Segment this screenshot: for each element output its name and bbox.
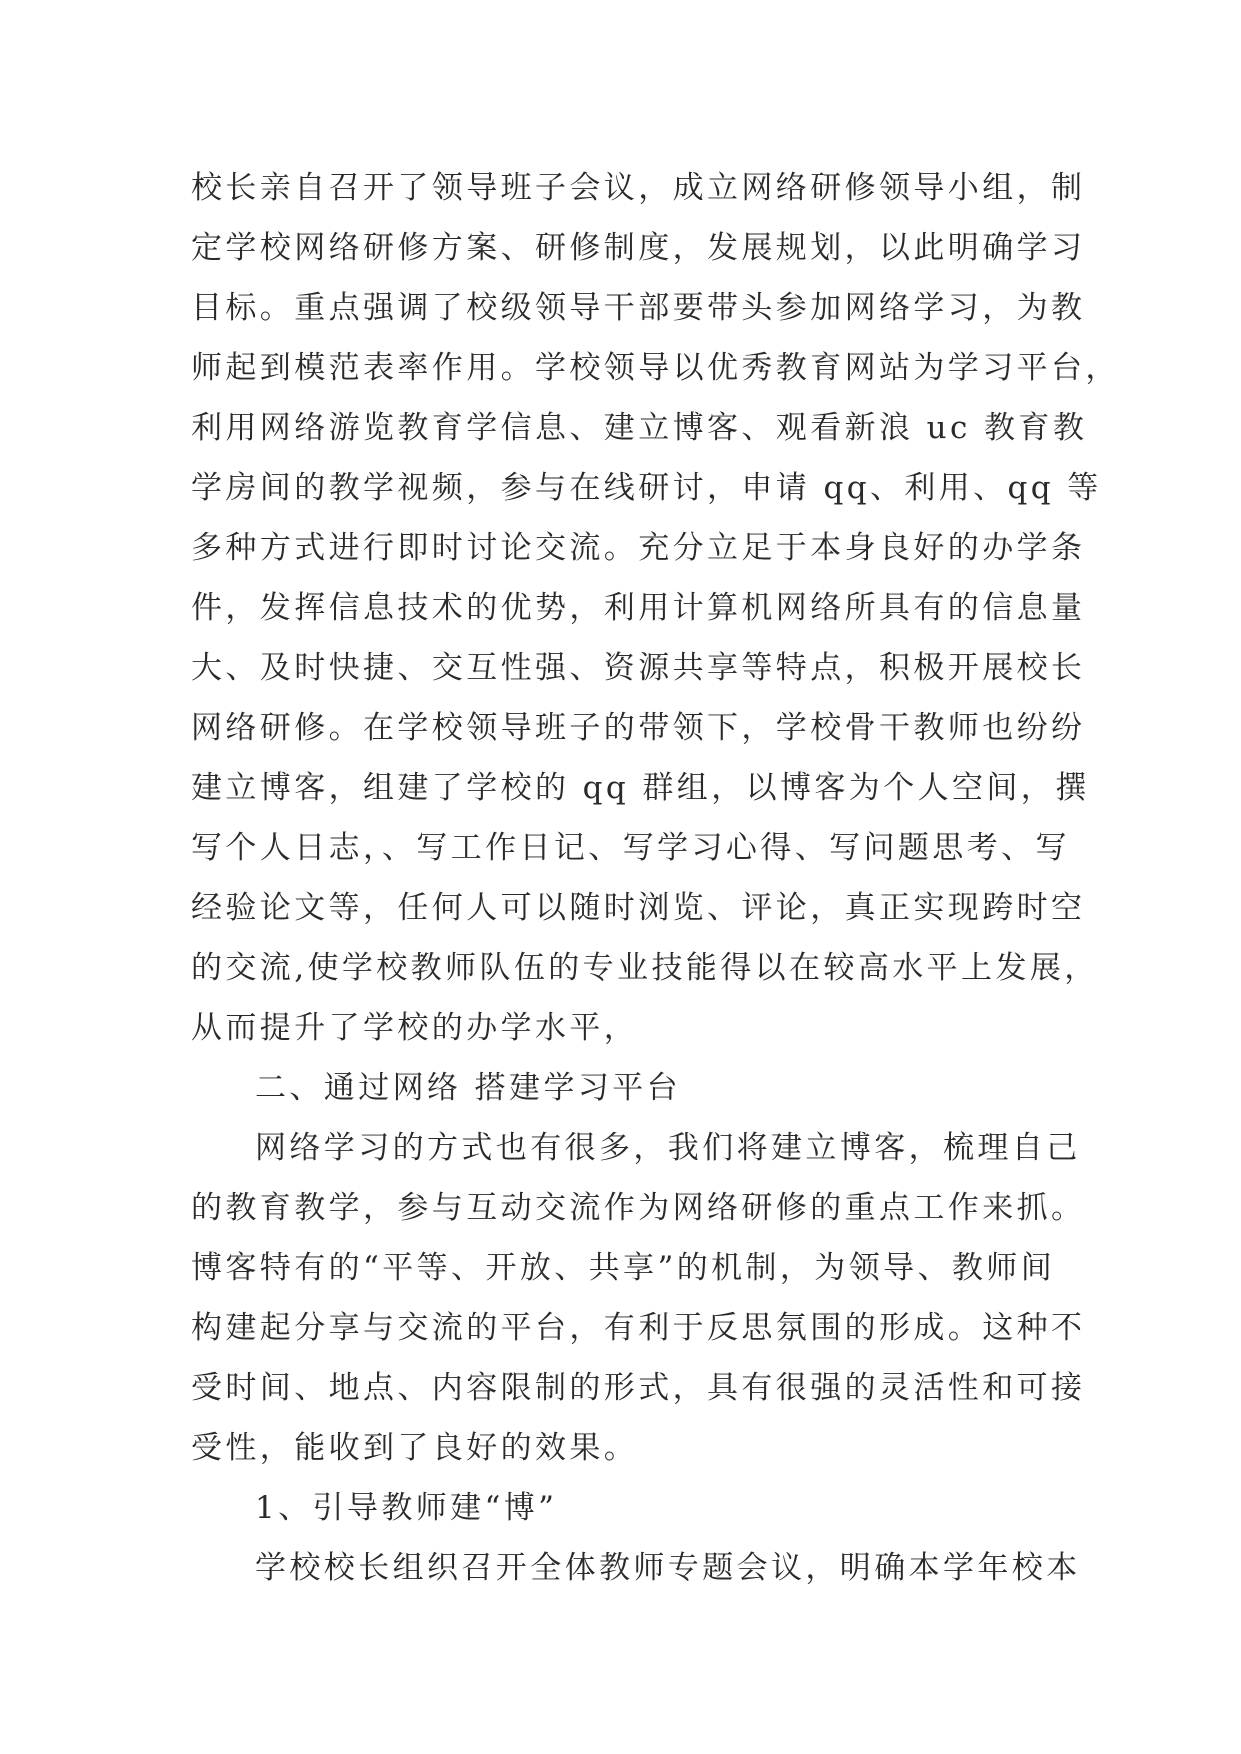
body-line: 构建起分享与交流的平台，有利于反思氛围的形成。这种不 (191, 1310, 1086, 1346)
body-line: 学房间的教学视频，参与在线研讨，申请 qq、利用、qq 等 (191, 470, 1102, 506)
body-line: 件，发挥信息技术的优势，利用计算机网络所具有的信息量 (191, 590, 1086, 626)
body-line: 的交流,使学校教师队伍的专业技能得以在较高水平上发展， (191, 950, 1099, 986)
body-line: 的教育教学，参与互动交流作为网络研修的重点工作来抓。 (191, 1190, 1086, 1226)
body-line: 师起到模范表率作用。学校领导以优秀教育网站为学习平台， (191, 350, 1120, 386)
body-line: 从而提升了学校的办学水平， (191, 1010, 639, 1046)
body-line: 网络学习的方式也有很多，我们将建立博客，梳理自己 (255, 1130, 1081, 1166)
body-line: 受性，能收到了良好的效果。 (191, 1430, 639, 1466)
body-line: 经验论文等，任何人可以随时浏览、评论，真正实现跨时空 (191, 890, 1086, 926)
body-line: 大、及时快捷、交互性强、资源共享等特点，积极开展校长 (191, 650, 1086, 686)
document-body (191, 158, 1120, 1598)
body-line: 受时间、地点、内容限制的形式，具有很强的灵活性和可接 (191, 1370, 1086, 1406)
body-line: 定学校网络研修方案、研修制度，发展规划，以此明确学习 (191, 230, 1086, 266)
body-line: 校长亲自召开了领导班子会议，成立网络研修领导小组，制 (191, 170, 1086, 206)
body-line: 多种方式进行即时讨论交流。充分立足于本身良好的办学条 (191, 530, 1086, 566)
body-line: 利用网络游览教育学信息、建立博客、观看新浪 uc 教育教 (191, 410, 1088, 446)
body-line: 学校校长组织召开全体教师专题会议，明确本学年校本 (255, 1550, 1081, 1586)
body-line: 建立博客，组建了学校的 qq 群组，以博客为个人空间，撰 (191, 770, 1090, 806)
subsection-heading: 1、引导教师建“博” (255, 1490, 558, 1526)
body-line: 目标。重点强调了校级领导干部要带头参加网络学习，为教 (191, 290, 1086, 326)
body-line: 网络研修。在学校领导班子的带领下，学校骨干教师也纷纷 (191, 710, 1086, 746)
body-line: 写个人日志，、写工作日记、写学习心得、写问题思考、写 (191, 830, 1070, 866)
section-heading: 二、通过网络 搭建学习平台 (255, 1070, 682, 1106)
body-line: 博客特有的“平等、开放、共享”的机制，为领导、教师间 (191, 1250, 1056, 1286)
